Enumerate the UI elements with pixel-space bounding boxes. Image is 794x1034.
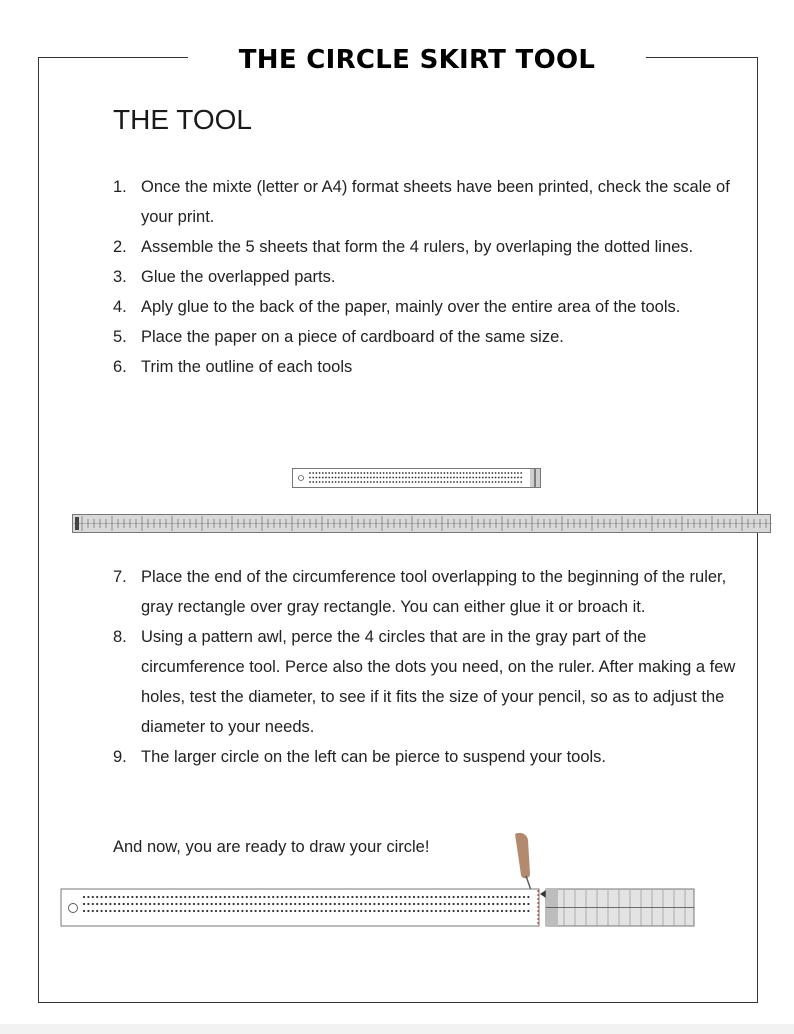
step-text: Once the mixte (letter or A4) format sheets have been printed, check the scale of your print. xyxy=(141,178,730,226)
step-number: 9. xyxy=(113,748,127,766)
instruction-list-part2 xyxy=(113,562,753,772)
page-bottom-band xyxy=(0,1024,794,1034)
instruction-list-part1 xyxy=(113,172,753,382)
step-number: 8. xyxy=(113,628,127,646)
circumference-tool-illustration xyxy=(292,466,542,490)
step-number: 2. xyxy=(113,238,127,256)
instruction-step xyxy=(113,292,753,322)
step-number: 7. xyxy=(113,568,127,586)
instruction-step xyxy=(113,562,753,622)
step-text: Aply glue to the back of the paper, mainly over the entire area of the tools. xyxy=(141,298,681,316)
instruction-step xyxy=(113,232,753,262)
closing-text: And now, you are ready to draw your circle! xyxy=(113,838,430,856)
step-number: 4. xyxy=(113,298,127,316)
document-title: THE CIRCLE SKIRT TOOL xyxy=(188,40,646,80)
instruction-step xyxy=(113,322,753,352)
assembled-tool-illustration xyxy=(60,830,700,930)
step-text: Place the end of the circumference tool overlapping to the beginning of the ruler, gray rectangle over gray rectangle. You can either glue it or broach it. xyxy=(141,568,727,616)
instruction-step xyxy=(113,172,753,232)
step-number: 1. xyxy=(113,178,127,196)
step-number: 6. xyxy=(113,358,127,376)
step-number: 5. xyxy=(113,328,127,346)
instruction-step xyxy=(113,262,753,292)
step-text: Glue the overlapped parts. xyxy=(141,268,336,286)
step-text: Place the paper on a piece of cardboard of the same size. xyxy=(141,328,564,346)
step-text: Trim the outline of each tools xyxy=(141,358,353,376)
instruction-step xyxy=(113,352,753,382)
instruction-step xyxy=(113,742,753,772)
step-text: Using a pattern awl, perce the 4 circles that are in the gray part of the circumference tool. Perce also the dots you need, on the ruler. After making a few holes, test the diameter, to see if it fits the size of your pencil, so as to adjust the diameter to your needs. xyxy=(141,628,736,736)
section-title: THE TOOL xyxy=(113,104,253,135)
step-number: 3. xyxy=(113,268,127,286)
instruction-step xyxy=(113,622,753,742)
step-text: Assemble the 5 sheets that form the 4 rulers, by overlaping the dotted lines. xyxy=(141,238,694,256)
step-text: The larger circle on the left can be pierce to suspend your tools. xyxy=(141,748,607,766)
ruler-strip-illustration xyxy=(72,512,772,534)
